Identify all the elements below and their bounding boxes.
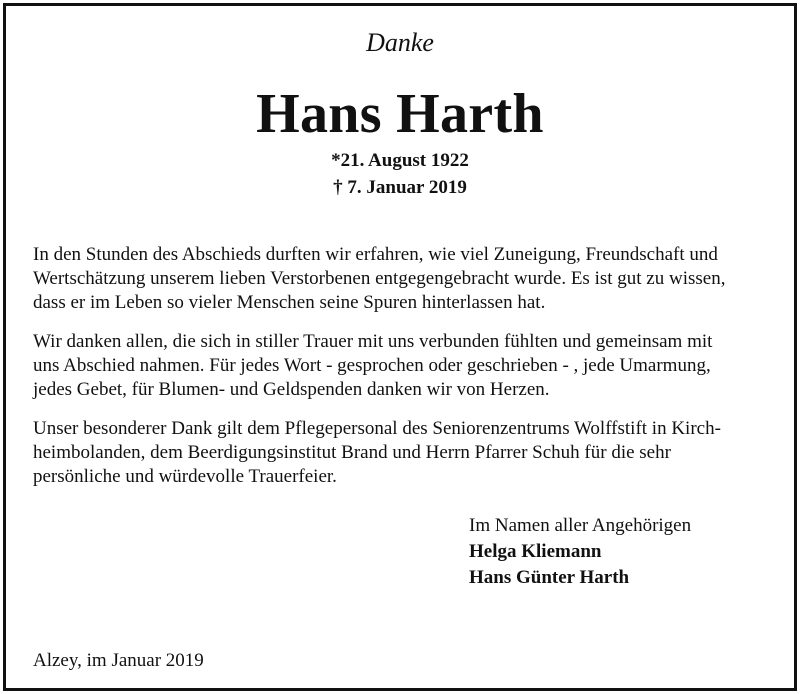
paragraph-special-thanks [33, 417, 773, 489]
signatory-name: Hans Günter Harth [469, 567, 630, 588]
paragraph-thanks-experience [33, 243, 773, 315]
paragraph-line: heimbolanden, dem Beerdigungsinstitut Brand und Herrn Pfarrer Schuh für die sehr [33, 442, 671, 463]
signatory-name: Helga Kliemann [469, 541, 602, 562]
paragraph-line: Unser besonderer Dank gilt dem Pflegepersonal des Seniorenzentrums Wolffstift in Kirch- [33, 418, 721, 439]
paragraph-thanks-all [33, 330, 773, 402]
paragraph-line: jedes Gebet, für Blumen- und Geldspenden danken wir von Herzen. [33, 379, 550, 400]
birth-date: *21. August 1922 [331, 150, 469, 171]
paragraph-line: persönliche und würdevolle Trauerfeier. [33, 466, 337, 487]
paragraph-line: dass er im Leben so vieler Menschen seine Spuren hinterlassen hat. [33, 292, 546, 313]
signature-block [469, 513, 691, 591]
signature-intro: Im Namen aller Angehörigen [469, 515, 692, 536]
place-and-date: Alzey, im Januar 2019 [33, 650, 204, 671]
paragraph-line: uns Abschied nahmen. Für jedes Wort - gesprochen oder geschrieben - , jede Umarmung, [33, 355, 711, 376]
paragraph-line: Wir danken allen, die sich in stiller Trauer mit uns verbunden fühlten und gemeinsam mit [33, 331, 713, 352]
deceased-name: Hans Harth [256, 83, 544, 145]
notice-heading: Danke [366, 28, 434, 57]
death-date: † 7. Januar 2019 [333, 177, 467, 198]
paragraph-line: Wertschätzung unserem lieben Verstorbenen entgegengebracht wurde. Es ist gut zu wissen, [33, 268, 726, 289]
paragraph-line: In den Stunden des Abschieds durften wir erfahren, wie viel Zuneigung, Freundschaft und [33, 244, 718, 265]
